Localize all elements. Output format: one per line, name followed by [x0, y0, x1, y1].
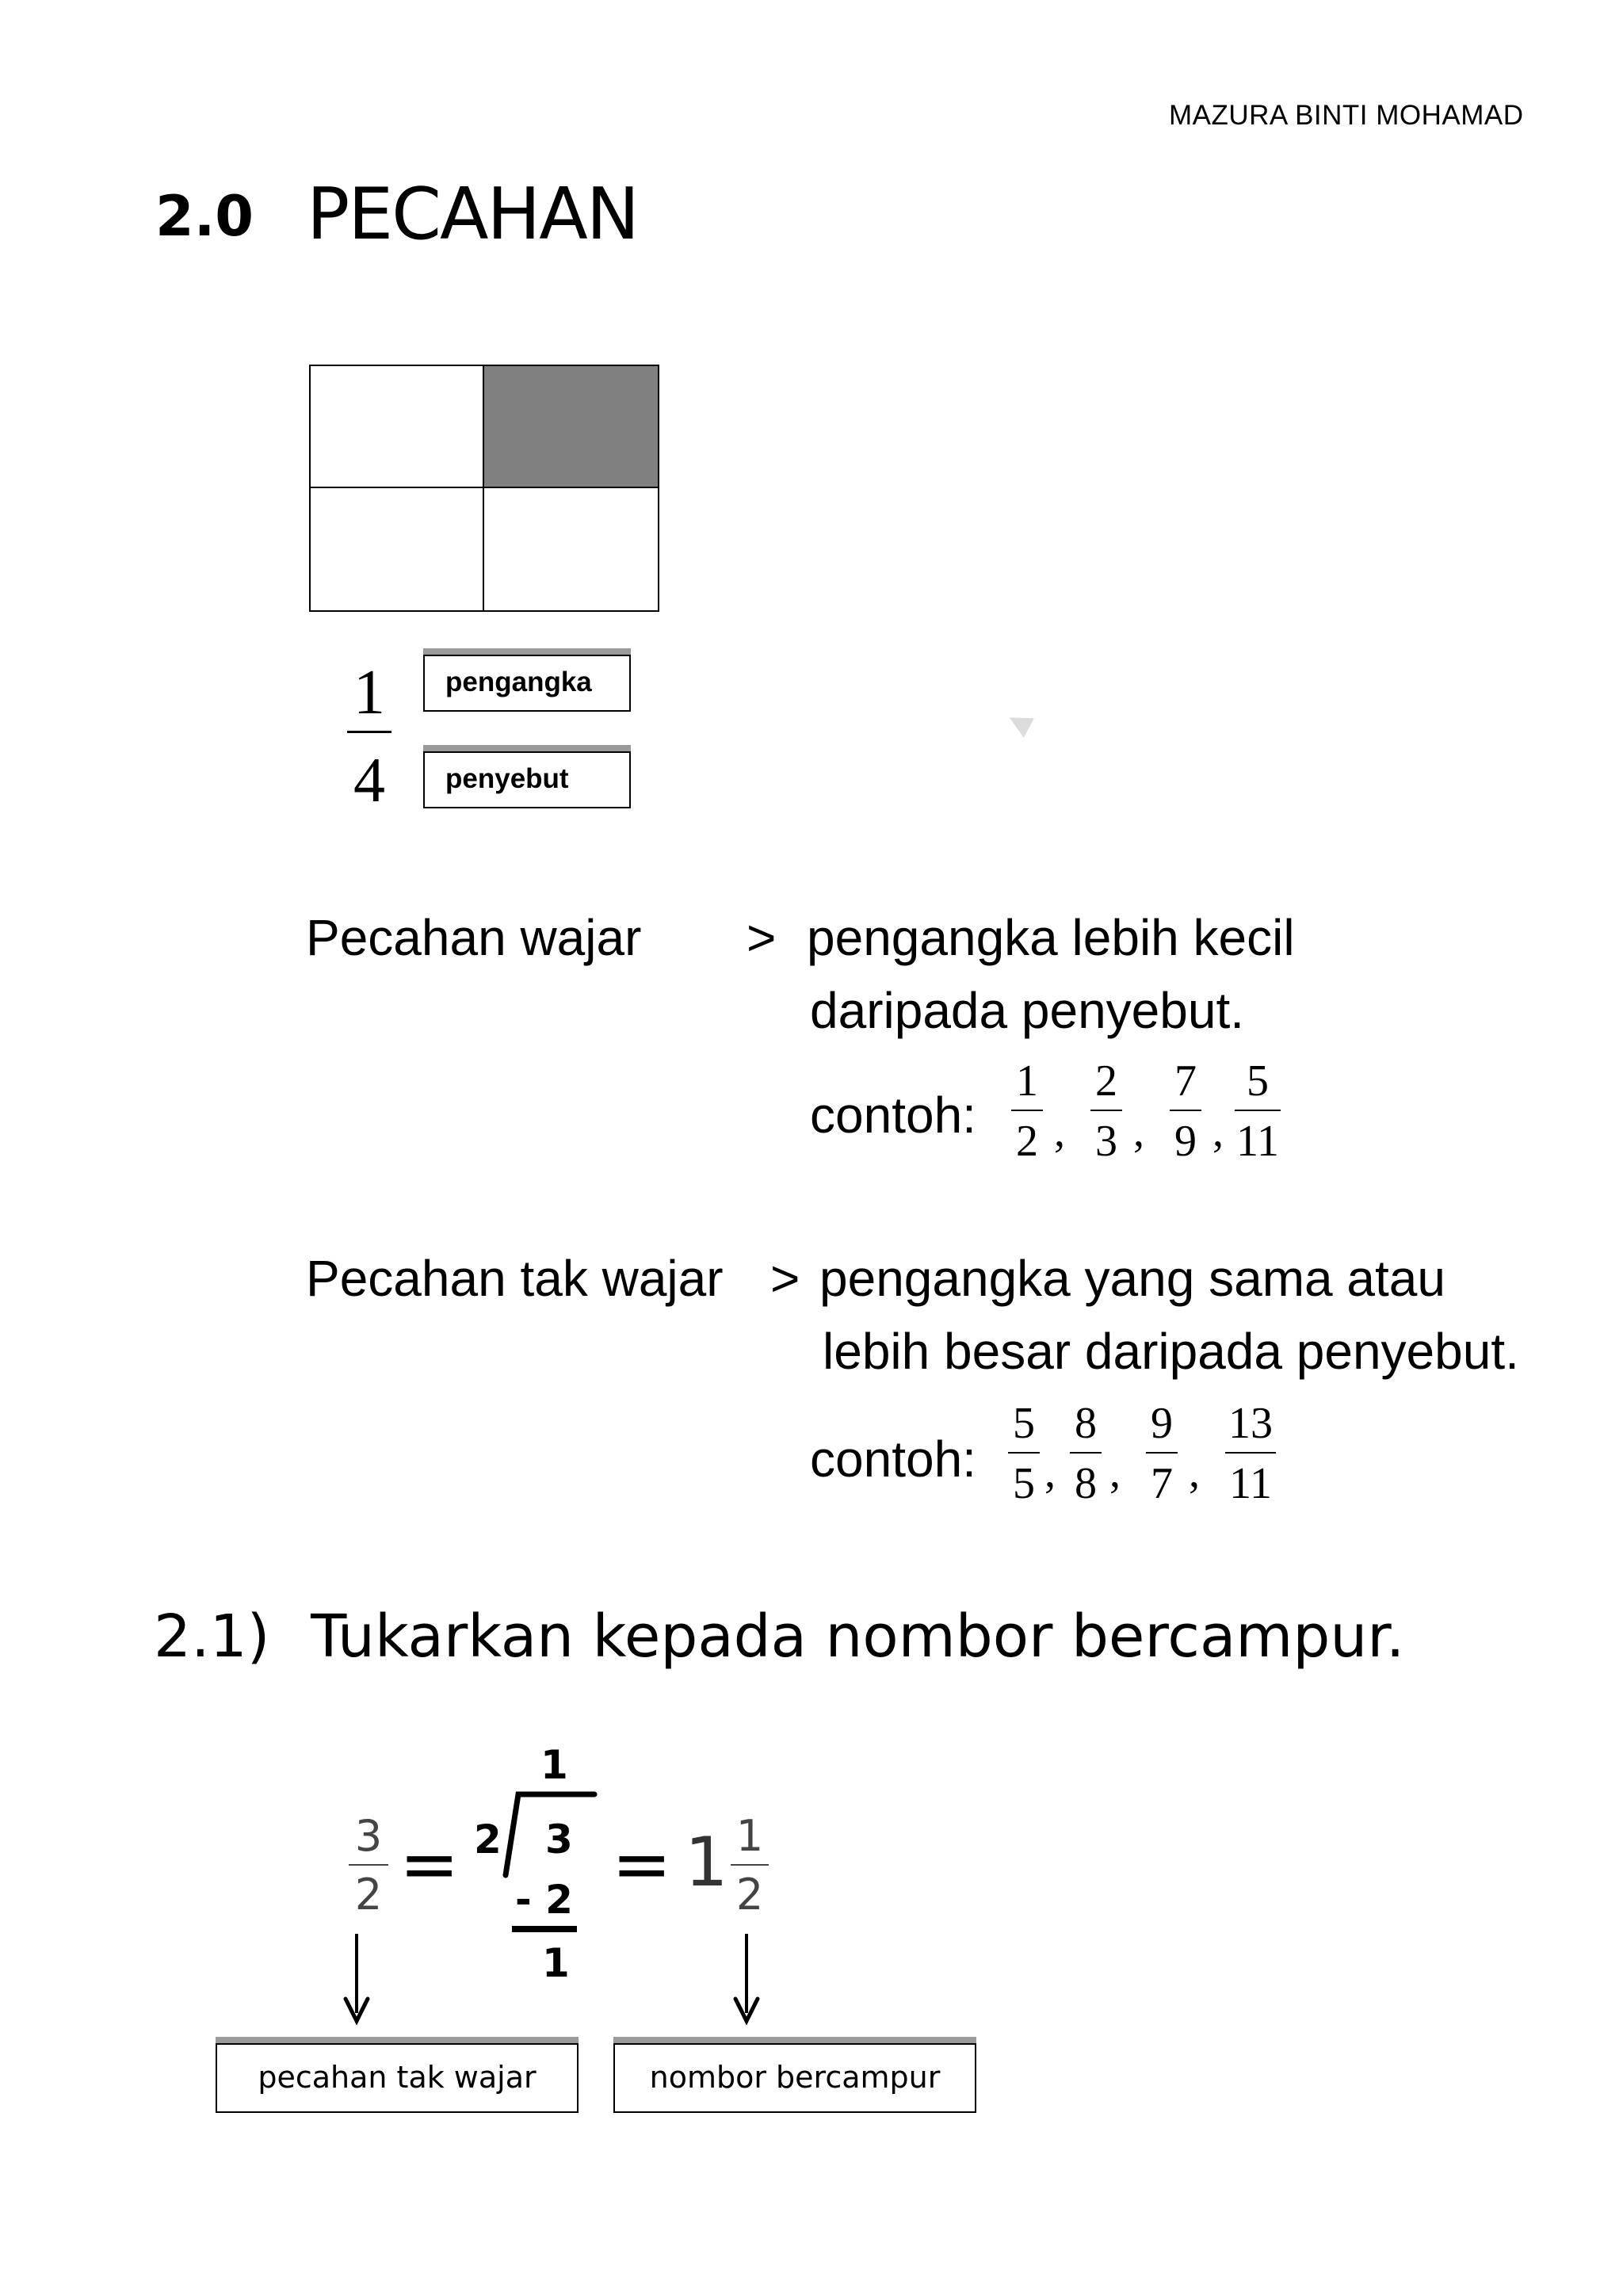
label-shadow [423, 745, 631, 751]
section-title: PECAHAN [307, 173, 639, 256]
division-line [512, 1926, 577, 1932]
example-fraction [1008, 1401, 1040, 1506]
label-shadow [216, 2037, 579, 2043]
numerator: 1 [735, 1811, 764, 1861]
mixed-fraction [731, 1811, 769, 1920]
division-quotient: 1 [540, 1742, 568, 1788]
numerator-label: pengangka [423, 655, 631, 712]
proper-example-label: contoh: [810, 1087, 976, 1144]
label-shadow [423, 648, 631, 655]
improper-term: Pecahan tak wajar [306, 1250, 724, 1307]
denominator: 9 [1174, 1117, 1197, 1166]
numerator: 8 [1075, 1399, 1097, 1448]
example-fraction [1235, 1056, 1281, 1166]
numerator: 3 [354, 1811, 383, 1861]
comma: , [1044, 1448, 1056, 1497]
proper-arrow: > [747, 909, 777, 966]
example-fraction [1146, 1401, 1178, 1506]
fraction-bar [347, 731, 391, 733]
section-number: 2.0 [155, 184, 254, 249]
example-fraction [1011, 1056, 1043, 1166]
denominator: 7 [1151, 1459, 1173, 1508]
numerator: 13 [1228, 1399, 1273, 1448]
equals-sign: = [399, 1823, 460, 1906]
improper-fraction [349, 1811, 388, 1920]
mixed-number-label: nombor bercampur [613, 2043, 976, 2113]
comma: , [1109, 1448, 1121, 1497]
diagram-numerator: 1 [353, 658, 385, 728]
grid-cell [311, 366, 484, 488]
improper-desc-2: lebih besar daripada penyebut. [823, 1323, 1519, 1380]
denominator: 2 [354, 1870, 383, 1920]
denominator: 11 [1229, 1459, 1272, 1508]
grid-cell [484, 488, 658, 610]
arrow-down-icon [342, 1994, 371, 2026]
subsection-title [154, 1603, 1404, 1671]
division-subtract: - 2 [515, 1877, 573, 1923]
arrow-down-icon [732, 1994, 761, 2026]
proper-desc-1: pengangka lebih kecil [807, 909, 1295, 966]
subsection-number: 2.1) [154, 1603, 270, 1671]
denominator: 8 [1075, 1459, 1097, 1508]
division-dividend: 3 [545, 1817, 573, 1862]
grid-cell [311, 488, 484, 610]
improper-arrow: > [770, 1250, 800, 1307]
denominator: 2 [1016, 1117, 1038, 1166]
improper-fraction-label: pecahan tak wajar [216, 2043, 579, 2113]
improper-example-label: contoh: [810, 1431, 976, 1488]
example-fraction [1090, 1056, 1122, 1166]
example-fraction [1225, 1401, 1276, 1506]
example-fraction [1070, 1401, 1102, 1506]
pointer-icon [1004, 708, 1034, 738]
numerator: 1 [1016, 1056, 1038, 1106]
numerator: 5 [1247, 1056, 1269, 1106]
denominator: 11 [1236, 1117, 1279, 1166]
comma: , [1189, 1448, 1200, 1497]
example-fraction [1170, 1056, 1201, 1166]
label-shadow [613, 2037, 976, 2043]
division-remainder: 1 [542, 1940, 570, 1986]
numerator: 2 [1095, 1056, 1117, 1106]
proper-desc-2: daripada penyebut. [810, 982, 1244, 1039]
grid-cell-shaded [484, 366, 658, 488]
improper-desc-1: pengangka yang sama atau [819, 1250, 1445, 1307]
diagram-denominator: 4 [353, 746, 385, 816]
division-divisor: 2 [474, 1817, 502, 1862]
proper-term: Pecahan wajar [306, 909, 642, 966]
numerator: 7 [1174, 1056, 1197, 1106]
equals-sign: = [612, 1823, 672, 1906]
numerator: 9 [1151, 1399, 1173, 1448]
subsection-text: Tukarkan kepada nombor bercampur. [311, 1603, 1405, 1671]
denominator: 5 [1013, 1459, 1035, 1508]
numerator: 5 [1013, 1399, 1035, 1448]
denominator: 3 [1095, 1117, 1117, 1166]
comma: , [1054, 1107, 1065, 1156]
denominator: 2 [735, 1870, 764, 1920]
mixed-whole: 1 [685, 1823, 728, 1902]
denominator-label: penyebut [423, 751, 631, 808]
comma: , [1133, 1107, 1144, 1156]
author-name: MAZURA BINTI MOHAMAD [1169, 100, 1524, 131]
comma: , [1212, 1107, 1224, 1156]
fraction-grid [309, 365, 659, 612]
